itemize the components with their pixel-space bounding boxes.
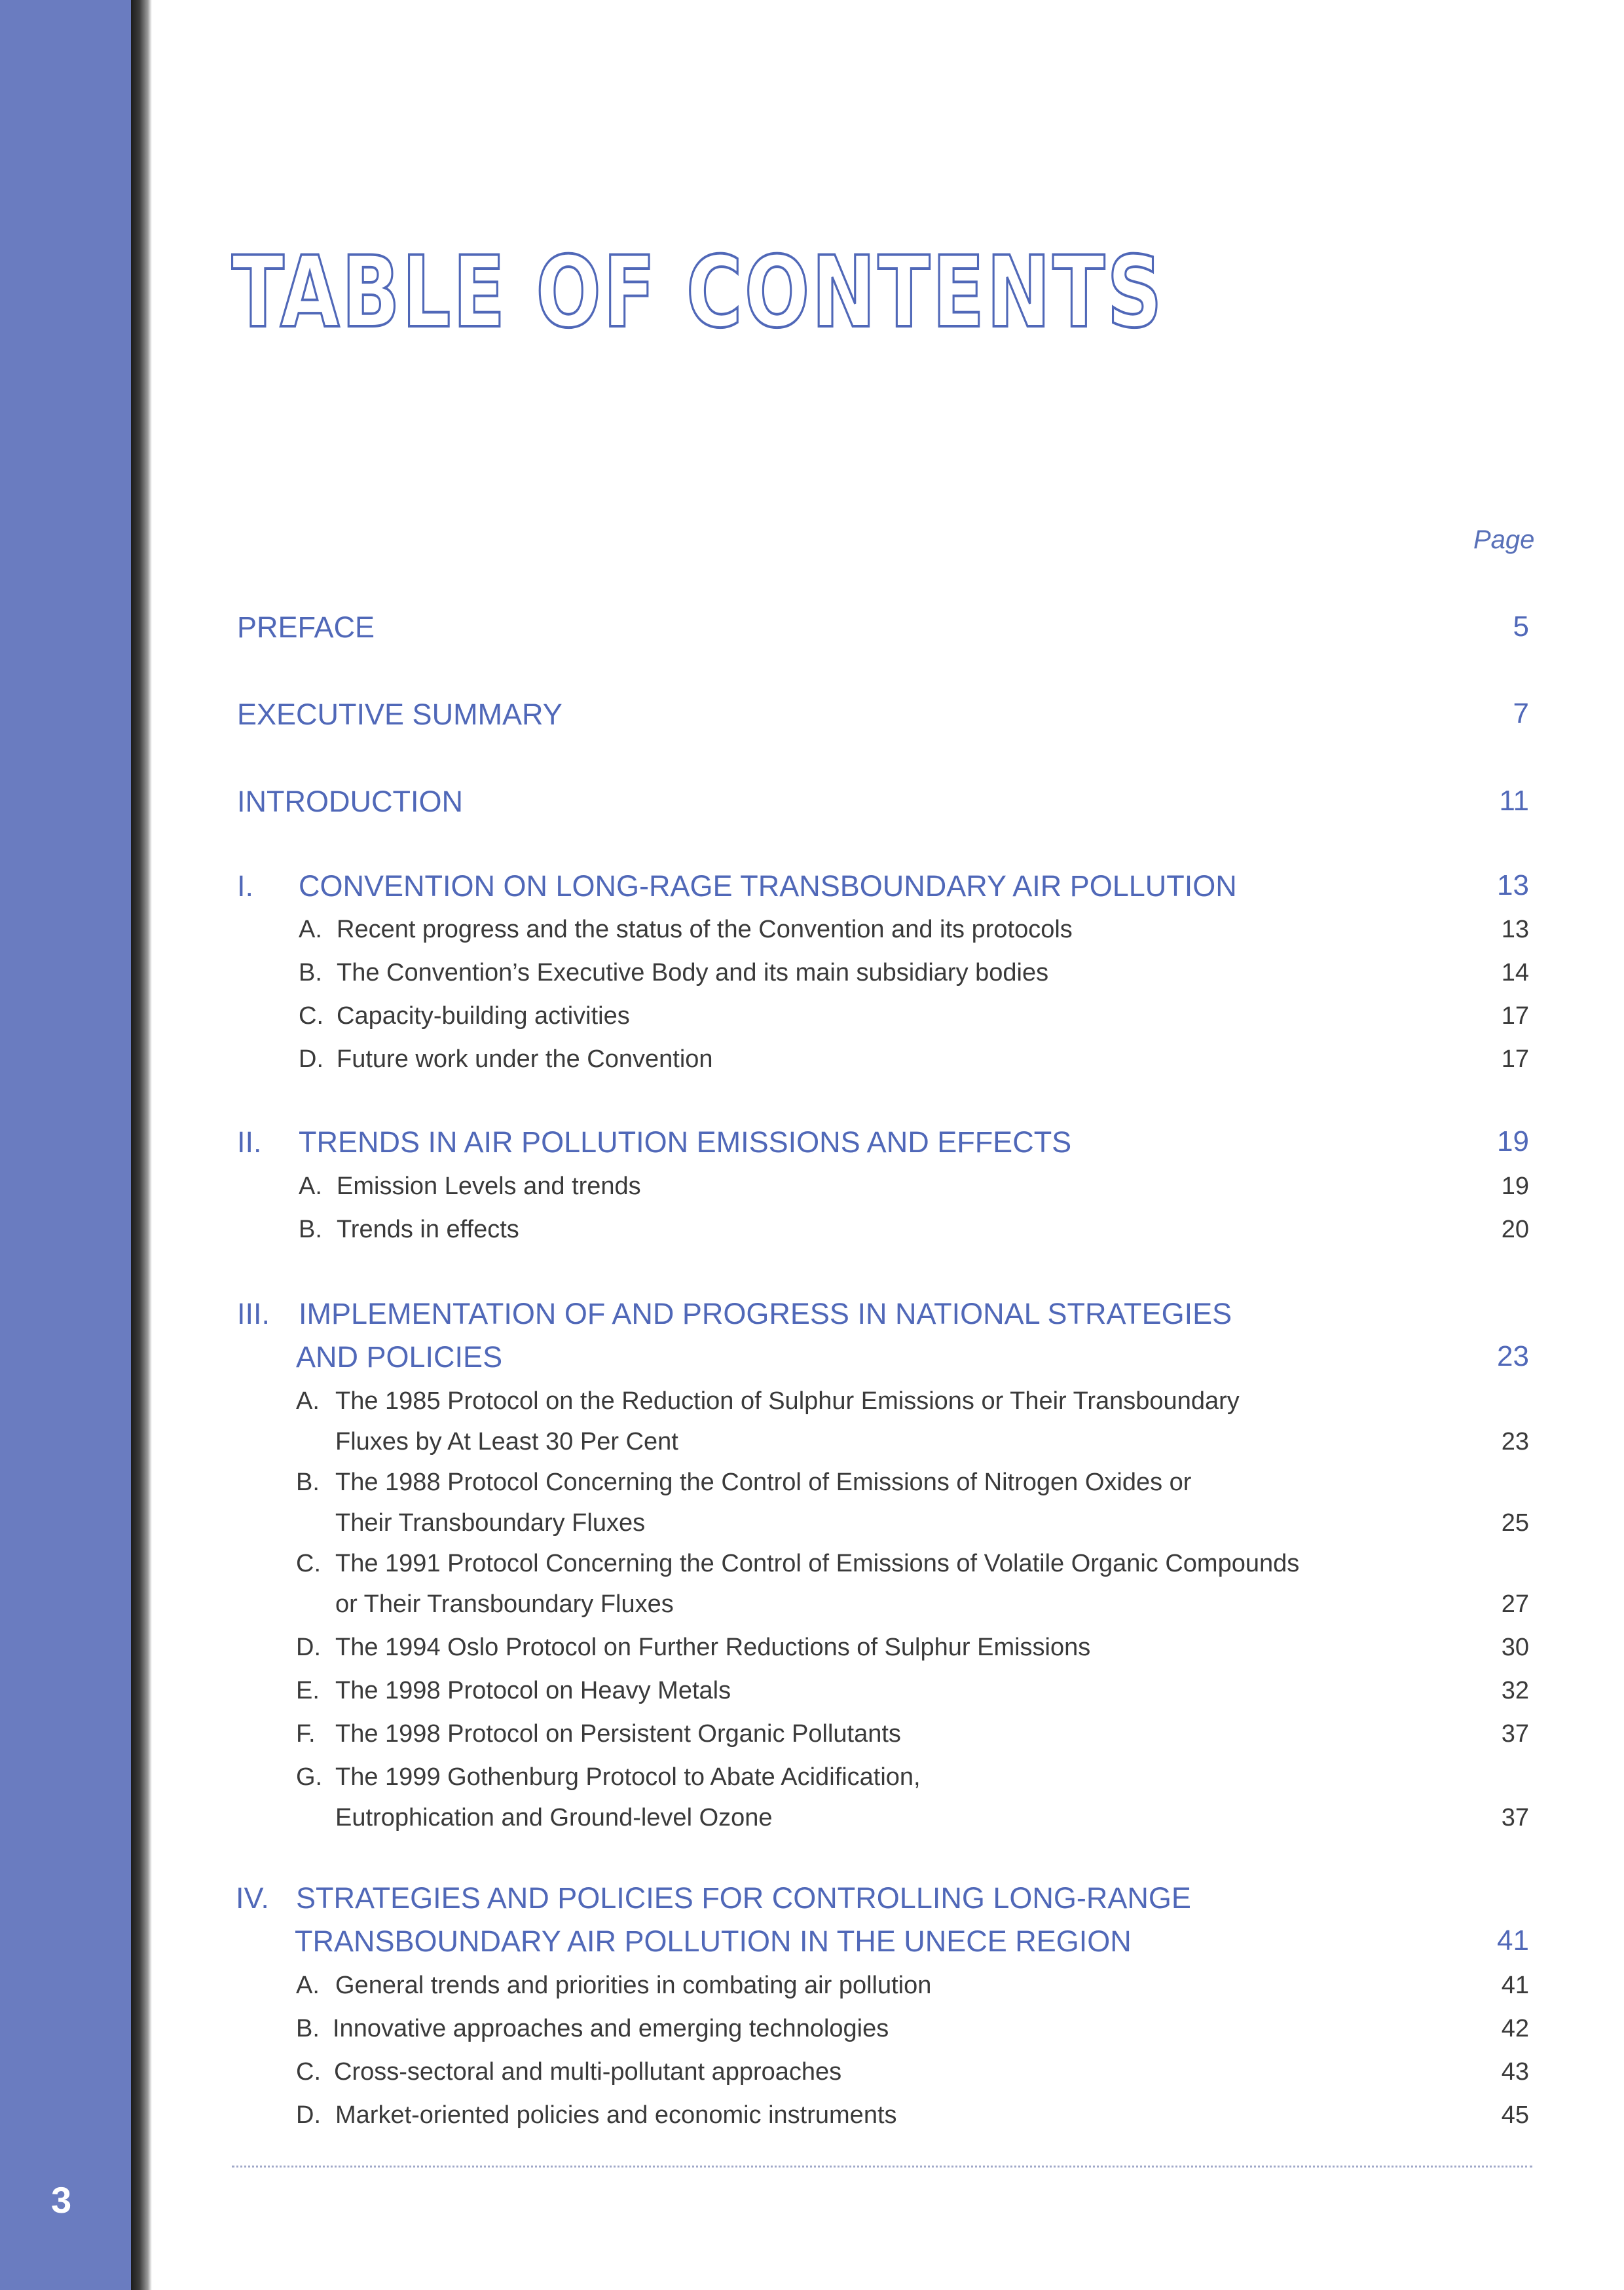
- toc-item[interactable]: The 1985 Protocol on the Reduction of Sulphur Emissions or Their Transboundary: [335, 1387, 1240, 1415]
- toc-item[interactable]: Capacity-building activities: [337, 1002, 630, 1030]
- toc-item-letter: B.: [296, 2015, 320, 2042]
- toc-item-page: 14: [1501, 959, 1529, 986]
- toc-item[interactable]: Recent progress and the status of the Convention and its protocols: [337, 916, 1073, 943]
- toc-item[interactable]: Trends in effects: [337, 1216, 519, 1243]
- toc-page-chapter-1: 13: [1497, 869, 1529, 901]
- toc-item-letter: A.: [296, 1387, 320, 1415]
- toc-item-continuation[interactable]: Eutrophication and Ground-level Ozone: [335, 1804, 773, 1831]
- toc-item[interactable]: The 1988 Protocol Concerning the Control of Emissions of Nitrogen Oxides or: [335, 1469, 1192, 1496]
- toc-chapter-number: I.: [237, 869, 254, 903]
- toc-entry-executive-summary[interactable]: EXECUTIVE SUMMARY: [237, 698, 563, 731]
- toc-item-page: 37: [1501, 1804, 1529, 1831]
- toc-item-page: 20: [1501, 1216, 1529, 1243]
- toc-item-page: 41: [1501, 1972, 1529, 1999]
- toc-item-page: 43: [1501, 2058, 1529, 2086]
- toc-page-chapter-2: 19: [1497, 1125, 1529, 1157]
- toc-item-page: 37: [1501, 1720, 1529, 1748]
- toc-item-letter: A.: [299, 1173, 322, 1200]
- sidebar-shadow: [131, 0, 152, 2290]
- toc-chapter-number: II.: [237, 1125, 262, 1159]
- toc-item-letter: A.: [299, 916, 322, 943]
- toc-chapter-number: III.: [237, 1297, 270, 1330]
- toc-item[interactable]: The 1999 Gothenburg Protocol to Abate Acidification,: [335, 1763, 921, 1791]
- page-title: TABLE OF CONTENTS: [232, 236, 1164, 350]
- toc-chapter-3-line-1[interactable]: IMPLEMENTATION OF AND PROGRESS IN NATIONAL STRATEGIES: [299, 1297, 1232, 1330]
- toc-page-executive-summary: 7: [1513, 698, 1529, 730]
- toc-item-page: 30: [1501, 1634, 1529, 1661]
- toc-item-letter: A.: [296, 1972, 320, 1999]
- toc-item-letter: D.: [299, 1045, 323, 1073]
- toc-item-continuation[interactable]: Fluxes by At Least 30 Per Cent: [335, 1428, 678, 1455]
- toc-item-letter: G.: [296, 1763, 323, 1791]
- toc-item-letter: C.: [299, 1002, 323, 1030]
- toc-item[interactable]: The 1998 Protocol on Heavy Metals: [335, 1677, 731, 1704]
- toc-item-page: 17: [1501, 1002, 1529, 1030]
- toc-page-chapter-3: 23: [1497, 1340, 1529, 1372]
- page-column-label: Page: [1473, 525, 1535, 554]
- toc-item[interactable]: The 1998 Protocol on Persistent Organic Pollutants: [335, 1720, 901, 1748]
- toc-chapter-number: IV.: [236, 1881, 269, 1915]
- toc-item-letter: E.: [296, 1677, 320, 1704]
- toc-chapter-3-line-2[interactable]: AND POLICIES: [296, 1340, 503, 1374]
- toc-entry-introduction[interactable]: INTRODUCTION: [237, 785, 463, 818]
- toc-item-letter: C.: [296, 2058, 321, 2086]
- toc-item-letter: D.: [296, 1634, 321, 1661]
- toc-item-letter: C.: [296, 1550, 321, 1577]
- toc-item[interactable]: The Convention’s Executive Body and its main subsidiary bodies: [337, 959, 1049, 986]
- toc-item-continuation[interactable]: Their Transboundary Fluxes: [335, 1509, 646, 1537]
- toc-page-preface: 5: [1513, 610, 1529, 643]
- toc-item-page: 23: [1501, 1428, 1529, 1455]
- toc-item-letter: F.: [296, 1720, 316, 1748]
- toc-item[interactable]: The 1994 Oslo Protocol on Further Reductions of Sulphur Emissions: [335, 1634, 1091, 1661]
- toc-item-page: 45: [1501, 2101, 1529, 2129]
- toc-page-chapter-4: 41: [1497, 1924, 1529, 1957]
- toc-chapter-4-line-1[interactable]: STRATEGIES AND POLICIES FOR CONTROLLING LONG-RANGE: [296, 1881, 1191, 1915]
- page-number: 3: [51, 2179, 72, 2221]
- toc-item-letter: D.: [296, 2101, 321, 2129]
- toc-item[interactable]: Market-oriented policies and economic instruments: [335, 2101, 897, 2129]
- bottom-divider: [232, 2166, 1532, 2168]
- toc-chapter-2[interactable]: TRENDS IN AIR POLLUTION EMISSIONS AND EFFECTS: [299, 1125, 1072, 1159]
- toc-item-page: 25: [1501, 1509, 1529, 1537]
- toc-item-letter: B.: [296, 1469, 320, 1496]
- toc-page-introduction: 11: [1499, 785, 1529, 817]
- toc-item-page: 13: [1501, 916, 1529, 943]
- toc-chapter-1[interactable]: CONVENTION ON LONG-RAGE TRANSBOUNDARY AIR POLLUTION: [299, 869, 1237, 903]
- toc-item[interactable]: Innovative approaches and emerging technologies: [333, 2015, 889, 2042]
- toc-item[interactable]: The 1991 Protocol Concerning the Control of Emissions of Volatile Organic Compounds: [335, 1550, 1300, 1577]
- toc-item-continuation[interactable]: or Their Transboundary Fluxes: [335, 1590, 674, 1618]
- toc-item-page: 17: [1501, 1045, 1529, 1073]
- toc-item-page: 42: [1501, 2015, 1529, 2042]
- toc-item-page: 27: [1501, 1590, 1529, 1618]
- toc-item[interactable]: Future work under the Convention: [337, 1045, 713, 1073]
- toc-chapter-4-line-2[interactable]: TRANSBOUNDARY AIR POLLUTION IN THE UNECE REGION: [295, 1924, 1132, 1958]
- toc-item[interactable]: Cross-sectoral and multi-pollutant approaches: [334, 2058, 842, 2086]
- sidebar-band: [0, 0, 131, 2290]
- toc-item[interactable]: Emission Levels and trends: [337, 1173, 641, 1200]
- toc-item-letter: B.: [299, 1216, 322, 1243]
- toc-item-letter: B.: [299, 959, 322, 986]
- toc-item-page: 19: [1501, 1173, 1529, 1200]
- toc-item-page: 32: [1501, 1677, 1529, 1704]
- toc-item[interactable]: General trends and priorities in combating air pollution: [335, 1972, 932, 1999]
- toc-entry-preface[interactable]: PREFACE: [237, 610, 375, 644]
